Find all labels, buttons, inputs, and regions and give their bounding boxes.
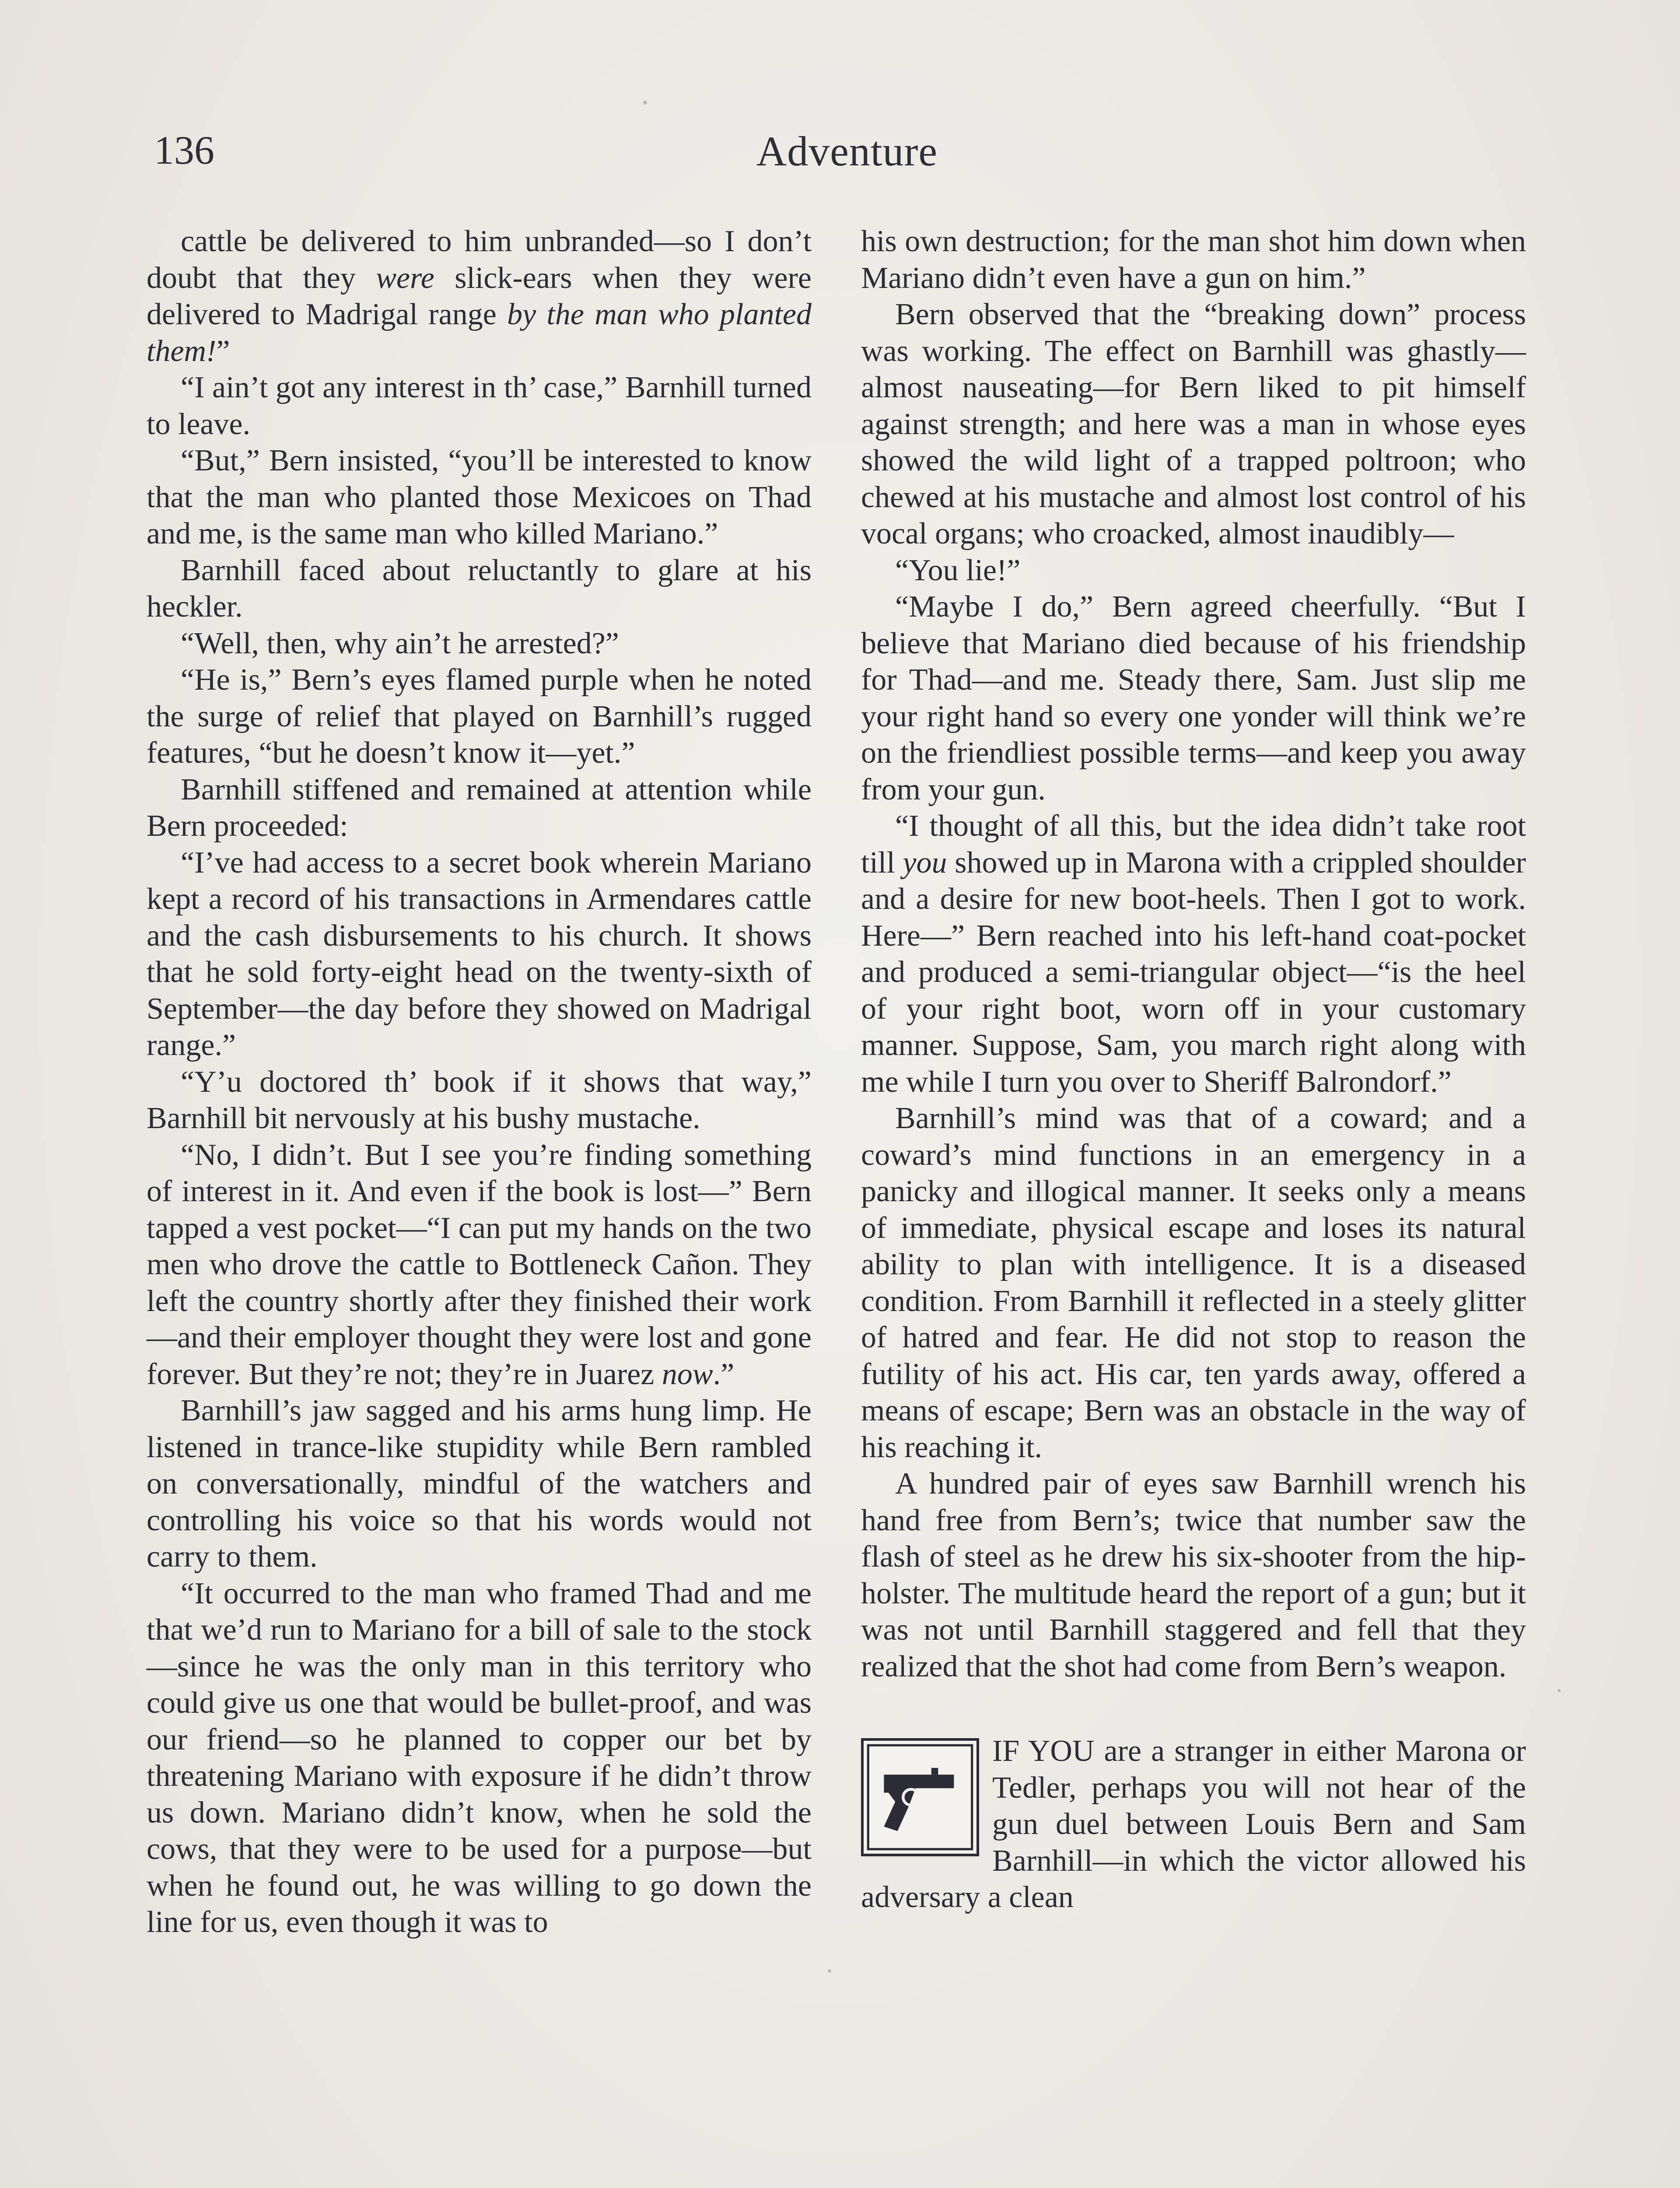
running-head: Adventure <box>756 128 938 175</box>
paragraph-text: “He is,” Bern’s eyes flamed purple when he noted the surge of relief that played on Barnhill’s rugged features, “but he doesn’t know it—yet.” <box>147 663 812 770</box>
page-number: 136 <box>154 128 214 172</box>
paragraph <box>147 552 812 625</box>
paragraph-text: “No, I didn’t. But I see you’re finding something of interest in it. And even if the book is lost—” Bern tapped a vest pocket—“I can put my hands on the two men who drove the cattle to Bottleneck Cañon. They left the country shortly after they finished their work—and their employer thought they were lost and gone forever. But they’re not; they’re in Juarez now.” <box>147 1138 812 1391</box>
paragraph <box>861 223 1526 296</box>
paragraph <box>147 223 812 369</box>
paragraph-text: Barnhill’s jaw sagged and his arms hung limp. He listened in trance-like stupidity while Bern rambled on conversationally, mindful of the watchers and controlling his voice so that his words would not carry to them. <box>147 1394 812 1574</box>
paragraph-text: Bern observed that the “breaking down” process was working. The effect on Barnhill was ghastly—almost nauseating—for Bern liked to pit himself against strength; and here was a man in whose eyes showed the wild light of a trapped poltroon; who chewed at his mustache and almost lost control of his vocal organs; who croacked, almost inaudibly— <box>861 298 1526 551</box>
paragraph-text: Barnhill faced about reluctantly to glare at his heckler. <box>147 553 812 624</box>
paper-speck <box>643 101 647 105</box>
paragraph-text: “Y’u doctored th’ book if it shows that way,” Barnhill bit nervously at his bushy mustache. <box>147 1065 812 1135</box>
paragraph-text: his own destruction; for the man shot him down when Mariano didn’t even have a gun on him.” <box>861 224 1526 295</box>
paragraph-text: “Well, then, why ain’t he arrested?” <box>181 626 619 660</box>
paragraph-text: “But,” Bern insisted, “you’ll be interested to know that the man who planted those Mexicoes on Thad and me, is the same man who killed Mariano.” <box>147 444 812 551</box>
paragraph <box>147 662 812 771</box>
paragraph <box>147 1064 812 1137</box>
paragraph-text: “I’ve had access to a secret book wherein Mariano kept a record of his transactions in Armendares cattle and the cash disbursements to his church. It shows that he sold forty-eight head on the twenty-sixth of September—the day before they showed on Madrigal range.” <box>147 845 812 1062</box>
revolver-ornament-icon <box>861 1738 979 1856</box>
paragraph <box>861 808 1526 1100</box>
paragraph <box>861 1733 1526 1916</box>
paragraph-text: “Maybe I do,” Bern agreed cheerfully. “But I believe that Mariano died because of his friendship for Thad—and me. Steady there, Sam. Just slip me your right hand so every one yonder will think we’re on the friendliest possible terms—and keep you away from your gun. <box>861 590 1526 806</box>
paragraph <box>147 1575 812 1941</box>
paragraph-text: “I thought of all this, but the idea didn’t take root till you showed up in Marona with a crippled shoulder and a desire for new boot-heels. Then I got to work. Here—” Bern reached into his left-hand coat-pocket and produced a semi-triangular object—“is the heel of your right boot, worn off in your customary manner. Suppose, Sam, you march right along with me while I turn you over to Sheriff Balrondorf.” <box>861 809 1526 1099</box>
paragraph <box>861 1466 1526 1685</box>
text-column-right <box>861 223 1526 1916</box>
text-column-left <box>147 223 812 1941</box>
paragraph-text: “I ain’t got any interest in th’ case,” Barnhill turned to leave. <box>147 371 812 441</box>
paragraph <box>861 1100 1526 1466</box>
paragraph <box>147 1392 812 1575</box>
paragraph <box>147 771 812 845</box>
paragraph <box>861 296 1526 552</box>
paragraph-text: IF YOU are a stranger in either Marona or Tedler, perhaps you will not hear of the gun duel between Louis Bern and Sam Barnhill—in which the victor allowed his adversary a clean <box>861 1734 1526 1914</box>
paragraph <box>861 589 1526 808</box>
paragraph <box>147 625 812 662</box>
paragraph <box>147 442 812 552</box>
paper-speck <box>1558 1689 1561 1692</box>
paragraph-text: cattle be delivered to him unbranded—so I don’t doubt that they were slick-ears when they were delivered to Madrigal range by the man who planted them!” <box>147 224 812 368</box>
paragraph <box>147 1137 812 1393</box>
paragraph <box>147 845 812 1064</box>
paper-speck <box>828 1969 831 1973</box>
paragraph-text: “It occurred to the man who framed Thad and me that we’d run to Mariano for a bill of sale to the stock—since he was the only man in this territory who could give us one that would be bullet-proof, and was our friend—so he planned to copper our bet by threatening Mariano with exposure if he didn’t throw us down. Mariano didn’t know, when he sold the cows, that they were to be used for a purpose—but when he found out, he was willing to go down the line for us, even though it was to <box>147 1576 812 1939</box>
paragraph <box>147 369 812 442</box>
paragraph-text: A hundred pair of eyes saw Barnhill wrench his hand free from Bern’s; twice that number saw the flash of steel as he drew his six-shooter from the hip-holster. The multitude heard the report of a gun; but it was not until Barnhill staggered and fell that they realized that the shot had come from Bern’s weapon. <box>861 1467 1526 1683</box>
page-header <box>154 127 1540 184</box>
paragraph-text: Barnhill stiffened and remained at attention while Bern proceeded: <box>147 772 812 843</box>
paragraph-text: “You lie!” <box>895 553 1021 587</box>
paragraph <box>861 552 1526 589</box>
paragraph-text: Barnhill’s mind was that of a coward; and a coward’s mind functions in an emergency in a panicky and illogical manner. It seeks only a means of immediate, physical escape and loses its natural ability to plan with intelligence. It is a diseased condition. From Barnhill it reflected in a steely glitter of hatred and fear. He did not stop to reason the futility of his act. His car, ten yards away, offered a means of escape; Bern was an obstacle in the way of his reaching it. <box>861 1101 1526 1464</box>
